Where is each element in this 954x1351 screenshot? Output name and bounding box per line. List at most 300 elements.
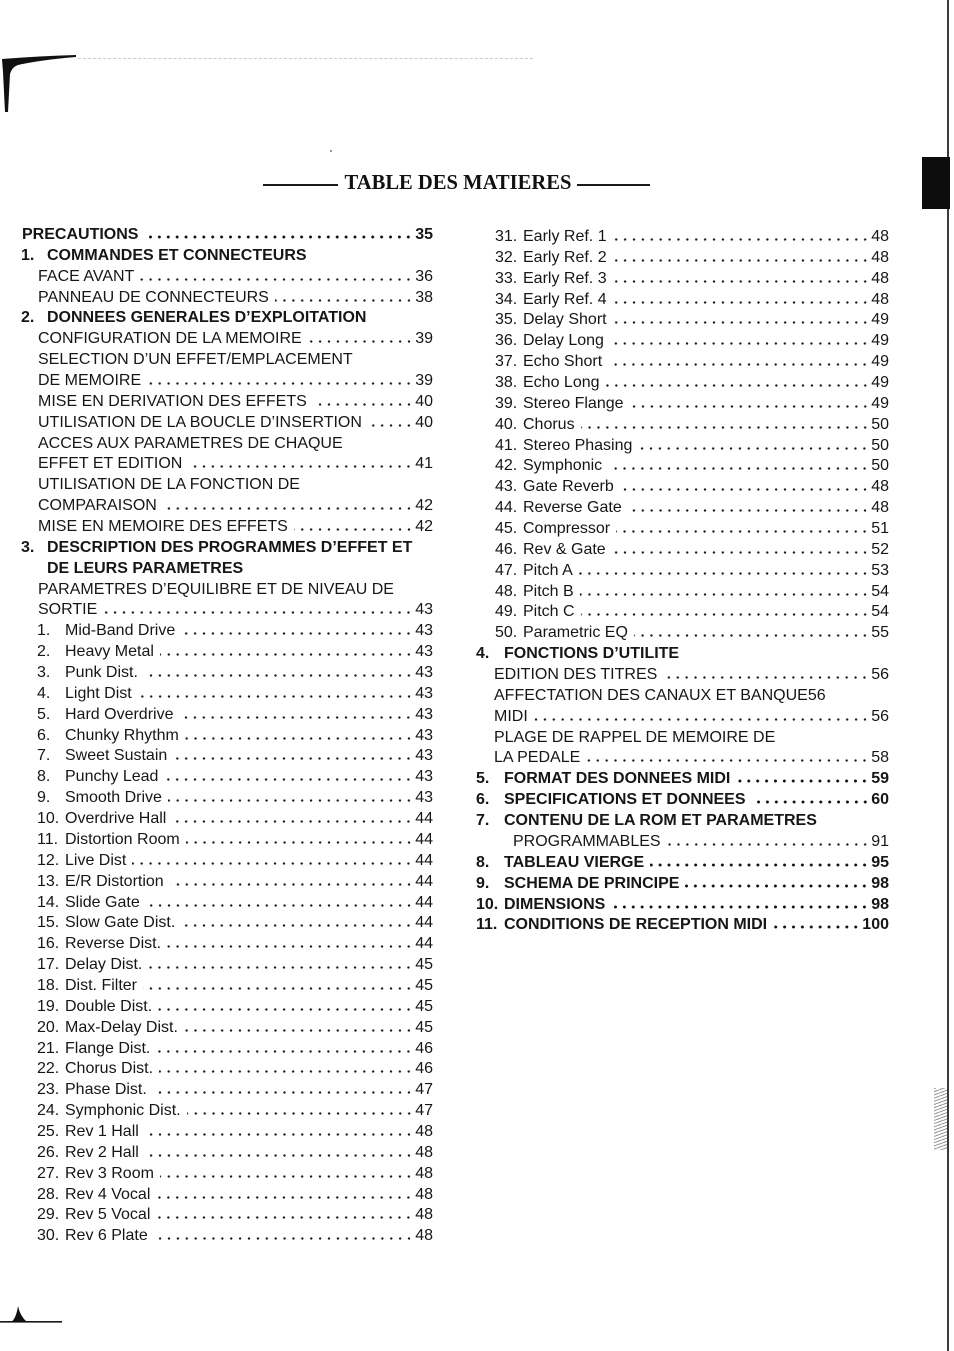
entry-number: 28. bbox=[37, 1185, 60, 1203]
entry-label: CONDITIONS DE RECEPTION MIDI bbox=[504, 916, 768, 934]
entry-label: Distortion Room bbox=[65, 830, 180, 848]
toc-item-row bbox=[456, 331, 889, 352]
toc-section-row bbox=[456, 853, 889, 874]
entry-number: 47. bbox=[495, 561, 518, 579]
page-number: 48 bbox=[871, 228, 889, 245]
entry-label: Punk Dist. bbox=[65, 664, 138, 682]
entry-number: 43. bbox=[495, 478, 518, 496]
toc-item-row bbox=[0, 851, 433, 872]
dot-leader bbox=[534, 718, 869, 721]
entry-number: 45. bbox=[495, 520, 518, 538]
toc-entry-row bbox=[0, 329, 433, 350]
entry-label: Hard Overdrive bbox=[65, 705, 174, 723]
entry-number: 48. bbox=[495, 582, 518, 600]
entry-label: TABLEAU VIERGE bbox=[504, 853, 645, 871]
toc-item-row bbox=[0, 621, 433, 642]
dot-leader bbox=[179, 716, 413, 719]
dot-leader bbox=[154, 1237, 413, 1240]
toc-sub-row bbox=[456, 832, 889, 853]
entry-label: Mid-Band Drive bbox=[65, 622, 176, 640]
page-number: 50 bbox=[871, 436, 889, 454]
toc-section-row bbox=[456, 811, 889, 832]
toc-item-row bbox=[0, 872, 433, 893]
dot-leader bbox=[608, 467, 869, 470]
page-number: 43 bbox=[415, 705, 433, 723]
entry-label: Sweet Sustain bbox=[65, 747, 168, 765]
page-number: 49 bbox=[871, 311, 889, 329]
toc-entry-row bbox=[0, 454, 433, 475]
dot-leader bbox=[147, 382, 413, 385]
entry-label: Punchy Lead bbox=[65, 768, 159, 786]
entry-label: Slide Gate bbox=[65, 893, 140, 911]
entry-number: 29. bbox=[37, 1206, 60, 1224]
entry-label: PRECAUTIONS bbox=[22, 226, 139, 243]
toc-entry-row bbox=[0, 517, 433, 538]
toc-item-row bbox=[0, 1185, 433, 1206]
entry-label: Symphonic bbox=[523, 457, 603, 475]
dot-leader bbox=[170, 883, 414, 886]
dot-leader bbox=[613, 238, 870, 241]
toc-section-cont-row bbox=[0, 559, 433, 580]
entry-label: Heavy Metal bbox=[65, 643, 154, 661]
page-number: 48 bbox=[871, 478, 889, 496]
dot-leader bbox=[143, 987, 413, 990]
entry-label: DE LEURS PARAMETRES bbox=[47, 559, 244, 577]
dot-leader bbox=[620, 488, 869, 491]
toc-section-row bbox=[456, 895, 889, 916]
toc-item-row bbox=[0, 767, 433, 788]
page-number: 44 bbox=[415, 914, 433, 932]
toc-entry-row bbox=[456, 686, 889, 707]
entry-label: Pitch C bbox=[523, 603, 575, 621]
entry-number: 9. bbox=[476, 874, 490, 892]
dot-leader bbox=[667, 843, 870, 846]
toc-item-row bbox=[0, 893, 433, 914]
entry-label: AFFECTATION DES CANAUX ET BANQUE56 bbox=[494, 686, 826, 704]
toc-item-row bbox=[0, 1226, 433, 1247]
entry-label: Dist. Filter bbox=[65, 976, 137, 994]
entry-number: 21. bbox=[37, 1039, 60, 1057]
dot-leader bbox=[153, 1091, 413, 1094]
toc-item-row bbox=[456, 394, 889, 415]
scan-speck bbox=[330, 150, 332, 152]
entry-label: PANNEAU DE CONNECTEURS bbox=[38, 288, 269, 306]
entry-number: 34. bbox=[495, 290, 518, 308]
toc-item-row bbox=[0, 1143, 433, 1164]
entry-number: 7. bbox=[37, 747, 51, 765]
dot-leader bbox=[181, 924, 413, 927]
toc-item-row bbox=[456, 373, 889, 394]
dot-leader bbox=[144, 235, 413, 239]
entry-label: Delay Dist. bbox=[65, 956, 143, 974]
dot-leader bbox=[313, 403, 413, 406]
entry-number: 11. bbox=[37, 830, 59, 848]
page-number: 51 bbox=[871, 520, 889, 538]
entry-label: DE MEMOIRE bbox=[38, 372, 142, 390]
entry-label: CONTENU DE LA ROM ET PARAMETRES bbox=[504, 812, 817, 830]
toc-item-row bbox=[0, 788, 433, 809]
page-number: 46 bbox=[415, 1060, 433, 1078]
page-number: 100 bbox=[862, 916, 889, 934]
toc-entry-row bbox=[0, 371, 433, 392]
entry-label: Max-Delay Dist. bbox=[65, 1018, 178, 1036]
dot-leader bbox=[611, 905, 869, 909]
dot-leader bbox=[173, 757, 413, 760]
toc-item-row bbox=[456, 582, 889, 603]
toc-top-row bbox=[0, 225, 433, 246]
page-number: 55 bbox=[871, 624, 889, 642]
entry-label: Reverse Gate bbox=[523, 499, 622, 517]
page-number: 48 bbox=[871, 290, 889, 308]
dot-leader bbox=[167, 945, 413, 948]
entry-number: 7. bbox=[476, 812, 490, 830]
entry-number: 19. bbox=[37, 997, 60, 1015]
entry-number: 1. bbox=[21, 246, 35, 264]
page-number: 50 bbox=[871, 457, 889, 475]
dot-leader bbox=[163, 507, 413, 510]
scan-edge-black-tab bbox=[922, 157, 950, 209]
toc-item-row bbox=[456, 498, 889, 519]
toc-item-row bbox=[0, 830, 433, 851]
dot-leader bbox=[608, 363, 869, 366]
dot-leader bbox=[630, 405, 870, 408]
dot-leader bbox=[580, 593, 870, 596]
entry-label: MISE EN MEMOIRE DES EFFETS bbox=[38, 518, 288, 536]
entry-number: 5. bbox=[476, 770, 490, 788]
dot-leader bbox=[140, 278, 413, 281]
page-number: 56 bbox=[871, 707, 889, 725]
page-number: 44 bbox=[415, 893, 433, 911]
toc-item-row bbox=[0, 1101, 433, 1122]
page-number: 43 bbox=[415, 747, 433, 765]
toc-section-row bbox=[456, 644, 889, 665]
scan-faint-line-top bbox=[78, 58, 533, 59]
page-number: 49 bbox=[871, 394, 889, 412]
entry-number: 13. bbox=[37, 872, 60, 890]
dot-leader bbox=[610, 342, 869, 345]
entry-number: 4. bbox=[37, 684, 51, 702]
toc-item-row bbox=[0, 1080, 433, 1101]
entry-number: 38. bbox=[495, 374, 518, 392]
page-number: 48 bbox=[415, 1164, 433, 1182]
entry-label: COMMANDES ET CONNECTEURS bbox=[47, 246, 307, 264]
toc-item-row bbox=[456, 519, 889, 540]
entry-label: Parametric EQ bbox=[523, 624, 628, 642]
page-number: 41 bbox=[415, 455, 433, 473]
page-number: 49 bbox=[871, 332, 889, 350]
toc-section-row bbox=[0, 538, 433, 559]
dot-leader bbox=[103, 611, 413, 614]
page-number: 44 bbox=[415, 851, 433, 869]
entry-label: Rev 2 Hall bbox=[65, 1143, 139, 1161]
entry-label: ACCES AUX PARAMETRES DE CHAQUE bbox=[38, 434, 343, 452]
entry-number: 42. bbox=[495, 457, 518, 475]
entry-number: 11. bbox=[476, 916, 498, 934]
page-number: 45 bbox=[415, 956, 433, 974]
entry-number: 8. bbox=[476, 853, 490, 871]
entry-number: 31. bbox=[495, 228, 518, 245]
entry-label: PROGRAMMABLES bbox=[513, 832, 661, 850]
page-number: 98 bbox=[871, 895, 889, 913]
entry-label: Early Ref. 4 bbox=[523, 290, 607, 308]
entry-label: MIDI bbox=[494, 707, 528, 725]
entry-label: Stereo Phasing bbox=[523, 436, 633, 454]
toc-entry-row bbox=[0, 496, 433, 517]
entry-number: 25. bbox=[37, 1122, 60, 1140]
dot-leader bbox=[185, 737, 413, 740]
dot-leader bbox=[628, 509, 869, 512]
entry-label: PLAGE DE RAPPEL DE MEMOIRE DE bbox=[494, 728, 776, 746]
page-number: 45 bbox=[415, 1018, 433, 1036]
toc-item-row bbox=[0, 1039, 433, 1060]
dot-leader bbox=[160, 653, 413, 656]
dot-leader bbox=[773, 925, 860, 929]
entry-label: Stereo Flange bbox=[523, 394, 624, 412]
entry-number: 4. bbox=[476, 645, 490, 663]
toc-section-row bbox=[0, 246, 433, 267]
entry-label: Early Ref. 3 bbox=[523, 269, 607, 287]
dot-leader bbox=[634, 634, 869, 637]
toc-item-row bbox=[0, 663, 433, 684]
toc-item-row bbox=[456, 227, 889, 248]
entry-label: CONFIGURATION DE LA MEMOIRE bbox=[38, 330, 302, 348]
entry-label: Compressor bbox=[523, 520, 611, 538]
entry-label: Slow Gate Dist. bbox=[65, 914, 176, 932]
entry-number: 39. bbox=[495, 394, 518, 412]
entry-label: FORMAT DES DONNEES MIDI bbox=[504, 770, 731, 788]
toc-item-row bbox=[0, 1122, 433, 1143]
page-number: 54 bbox=[871, 603, 889, 621]
entry-label: UTILISATION DE LA FONCTION DE bbox=[38, 476, 300, 494]
entry-label: COMPARAISON bbox=[38, 497, 157, 515]
dot-leader bbox=[752, 800, 870, 804]
page-title: TABLE DES MATIERES bbox=[344, 172, 572, 194]
entry-label: Gate Reverb bbox=[523, 478, 614, 496]
dot-leader bbox=[172, 820, 413, 823]
entry-number: 14. bbox=[37, 893, 60, 911]
toc-item-row bbox=[456, 477, 889, 498]
dot-leader bbox=[156, 1216, 413, 1219]
entry-number: 40. bbox=[495, 415, 518, 433]
entry-label: Delay Long bbox=[523, 332, 604, 350]
page-number: 44 bbox=[415, 872, 433, 890]
dot-leader bbox=[581, 613, 870, 616]
toc-entry-row bbox=[0, 267, 433, 288]
entry-number: 15. bbox=[37, 914, 60, 932]
dot-leader bbox=[294, 528, 413, 531]
dot-leader bbox=[181, 632, 413, 635]
page-number: 43 bbox=[415, 768, 433, 786]
entry-label: Pitch B bbox=[523, 582, 574, 600]
entry-label: Rev 1 Hall bbox=[65, 1122, 139, 1140]
page-number: 48 bbox=[871, 248, 889, 266]
page-number: 48 bbox=[415, 1227, 433, 1245]
dot-leader bbox=[146, 904, 413, 907]
toc-item-row bbox=[456, 436, 889, 457]
entry-label: MISE EN DERIVATION DES EFFETS bbox=[38, 392, 307, 410]
entry-label: LA PEDALE bbox=[494, 749, 581, 767]
page-number: 49 bbox=[871, 374, 889, 392]
toc-item-row bbox=[0, 642, 433, 663]
entry-label: SORTIE bbox=[38, 601, 98, 619]
toc-left-column bbox=[0, 225, 433, 1247]
dot-leader bbox=[613, 259, 870, 262]
entry-number: 23. bbox=[37, 1081, 60, 1099]
dot-leader bbox=[187, 1112, 414, 1115]
entry-number: 36. bbox=[495, 332, 518, 350]
page-number: 56 bbox=[871, 666, 889, 684]
entry-label: Early Ref. 2 bbox=[523, 248, 607, 266]
entry-label: Chunky Rhythm bbox=[65, 726, 179, 744]
page-number: 52 bbox=[871, 540, 889, 558]
dot-leader bbox=[156, 1050, 413, 1053]
page-number: 60 bbox=[871, 791, 889, 809]
entry-label: DONNEES GENERALES D’EXPLOITATION bbox=[47, 309, 367, 327]
entry-label: Live Dist bbox=[65, 851, 127, 869]
entry-label: PARAMETRES D’EQUILIBRE ET DE NIVEAU DE bbox=[38, 580, 394, 598]
page-number: 59 bbox=[871, 770, 889, 788]
page-number: 47 bbox=[415, 1081, 433, 1099]
entry-label: SELECTION D’UN EFFET/EMPLACEMENT bbox=[38, 351, 353, 369]
toc-section-row bbox=[456, 769, 889, 790]
toc-item-row bbox=[456, 290, 889, 311]
page-number: 47 bbox=[415, 1102, 433, 1120]
toc-entry-row bbox=[0, 288, 433, 309]
toc-item-row bbox=[456, 540, 889, 561]
title-rule-right bbox=[577, 184, 650, 186]
entry-number: 6. bbox=[476, 791, 490, 809]
dot-leader bbox=[186, 841, 414, 844]
toc-entry-row bbox=[456, 707, 889, 728]
entry-number: 10. bbox=[37, 810, 60, 828]
entry-number: 8. bbox=[37, 768, 51, 786]
toc-item-row bbox=[0, 976, 433, 997]
toc-item-row bbox=[0, 684, 433, 705]
dot-leader bbox=[612, 551, 870, 554]
page-number: 58 bbox=[871, 749, 889, 767]
page-number: 40 bbox=[415, 392, 433, 410]
toc-item-row bbox=[456, 310, 889, 331]
entry-label: FONCTIONS D’UTILITE bbox=[504, 645, 680, 663]
entry-label: Echo Short bbox=[523, 353, 603, 371]
toc-entry-row bbox=[0, 413, 433, 434]
toc-item-row bbox=[456, 415, 889, 436]
toc-item-row bbox=[0, 1164, 433, 1185]
page-number: 38 bbox=[415, 288, 433, 306]
entry-label: Reverse Dist. bbox=[65, 935, 162, 953]
page-number: 43 bbox=[415, 601, 433, 619]
dot-leader bbox=[616, 530, 869, 533]
dot-leader bbox=[160, 1175, 413, 1178]
entry-label: Rev 6 Plate bbox=[65, 1227, 148, 1245]
entry-label: DIMENSIONS bbox=[504, 895, 606, 913]
page-number: 48 bbox=[415, 1143, 433, 1161]
page-number: 49 bbox=[871, 353, 889, 371]
page-number: 42 bbox=[415, 518, 433, 536]
page-number: 98 bbox=[871, 874, 889, 892]
dot-leader bbox=[188, 465, 413, 468]
toc-entry-row bbox=[456, 665, 889, 686]
entry-label: Early Ref. 1 bbox=[523, 228, 607, 245]
dot-leader bbox=[581, 426, 870, 429]
page-number: 43 bbox=[415, 789, 433, 807]
entry-label: Rev 4 Vocal bbox=[65, 1185, 151, 1203]
page-number: 43 bbox=[415, 726, 433, 744]
toc-item-row bbox=[0, 955, 433, 976]
entry-number: 12. bbox=[37, 851, 60, 869]
toc-item-row bbox=[456, 602, 889, 623]
toc-item-row bbox=[456, 248, 889, 269]
entry-number: 27. bbox=[37, 1164, 60, 1182]
toc-entry-row bbox=[0, 600, 433, 621]
toc-entry-row bbox=[0, 392, 433, 413]
page-number: 48 bbox=[415, 1122, 433, 1140]
page-number: 48 bbox=[415, 1206, 433, 1224]
entry-number: 41. bbox=[495, 436, 518, 454]
entry-number: 30. bbox=[37, 1227, 60, 1245]
entry-label: Rev & Gate bbox=[523, 540, 606, 558]
page-number: 48 bbox=[871, 499, 889, 517]
page-number: 50 bbox=[871, 415, 889, 433]
entry-number: 50. bbox=[495, 624, 518, 642]
toc-item-row bbox=[0, 913, 433, 934]
entry-label: FACE AVANT bbox=[38, 267, 135, 285]
toc-entry-row bbox=[0, 434, 433, 455]
page-number: 95 bbox=[871, 853, 889, 871]
dot-leader bbox=[145, 1154, 413, 1157]
page-number: 39 bbox=[415, 372, 433, 390]
toc-section-row bbox=[456, 874, 889, 895]
entry-number: 2. bbox=[37, 643, 51, 661]
entry-number: 49. bbox=[495, 603, 518, 621]
entry-number: 9. bbox=[37, 789, 51, 807]
toc-item-row bbox=[456, 456, 889, 477]
page-number: 54 bbox=[871, 582, 889, 600]
page-number: 43 bbox=[415, 664, 433, 682]
page-number: 48 bbox=[871, 269, 889, 287]
title-rule-left bbox=[263, 184, 338, 186]
page-number: 44 bbox=[415, 935, 433, 953]
page-number: 39 bbox=[415, 330, 433, 348]
dot-leader bbox=[650, 863, 869, 867]
page-number: 53 bbox=[871, 561, 889, 579]
entry-label: UTILISATION DE LA BOUCLE D’INSERTION bbox=[38, 413, 362, 431]
scan-corner-mark-top-left bbox=[0, 50, 80, 120]
scan-page-edge-line bbox=[947, 0, 949, 1351]
entry-number: 22. bbox=[37, 1060, 60, 1078]
entry-number: 1. bbox=[37, 622, 51, 640]
page-number: 91 bbox=[871, 832, 889, 850]
entry-number: 44. bbox=[495, 499, 518, 517]
dot-leader bbox=[145, 1133, 413, 1136]
entry-number: 20. bbox=[37, 1018, 60, 1036]
entry-label: E/R Distortion bbox=[65, 872, 164, 890]
entry-number: 33. bbox=[495, 269, 518, 287]
entry-label: Double Dist. bbox=[65, 997, 153, 1015]
page-number: 44 bbox=[415, 830, 433, 848]
page-number: 43 bbox=[415, 622, 433, 640]
dot-leader bbox=[275, 299, 413, 302]
page-number: 45 bbox=[415, 976, 433, 994]
entry-number: 3. bbox=[37, 664, 51, 682]
dot-leader bbox=[168, 799, 413, 802]
entry-number: 35. bbox=[495, 311, 518, 329]
page-number: 45 bbox=[415, 997, 433, 1015]
toc-item-row bbox=[0, 934, 433, 955]
toc-section-row bbox=[456, 790, 889, 811]
scan-corner-mark-bottom-left bbox=[0, 1300, 70, 1330]
entry-label: EFFET ET EDITION bbox=[38, 455, 183, 473]
